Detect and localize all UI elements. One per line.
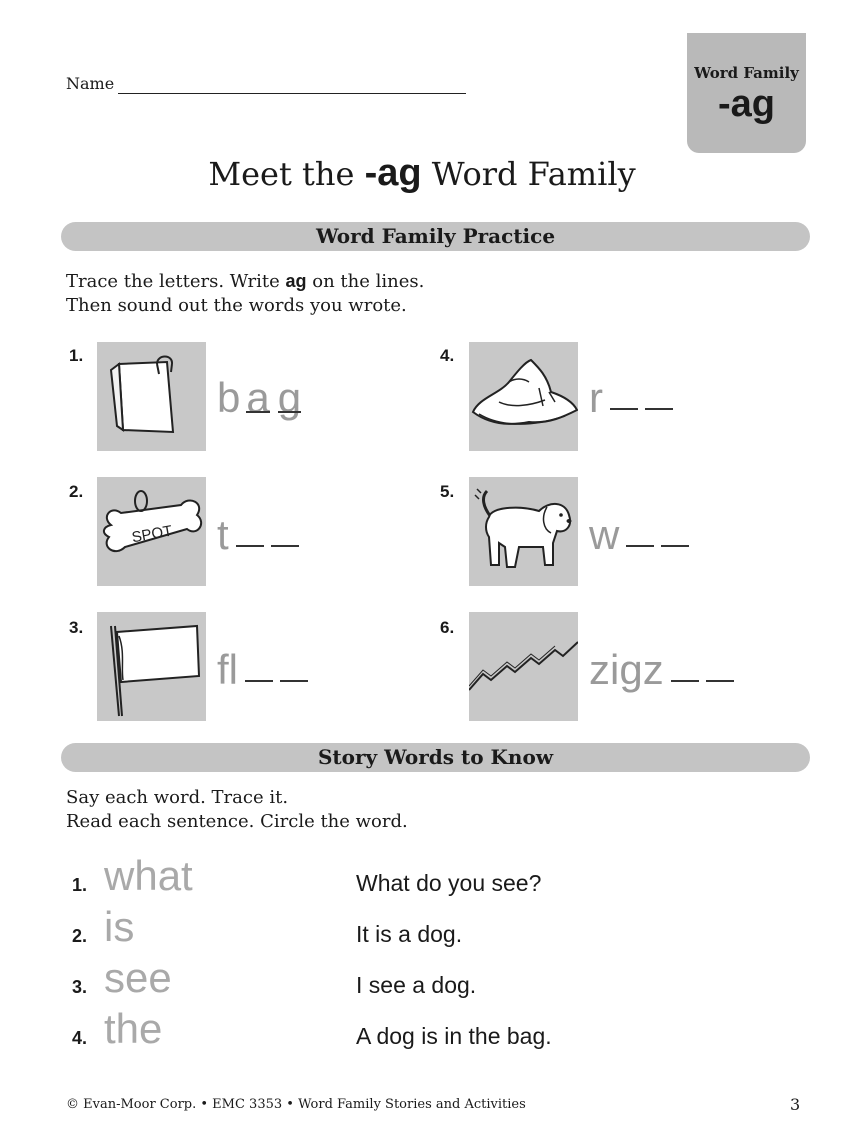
- story-banner: Story Words to Know: [61, 743, 810, 772]
- practice-word-3: [217, 646, 308, 694]
- tab-family: -ag: [718, 83, 775, 125]
- write-blank[interactable]: [610, 408, 638, 410]
- write-blank[interactable]: [280, 680, 308, 682]
- story-item-number: 3.: [72, 977, 88, 997]
- write-blank[interactable]: [661, 545, 689, 547]
- title-family: -ag: [364, 152, 422, 194]
- story-sentence[interactable]: What do you see?: [356, 870, 542, 896]
- instruction-text: Trace the letters. Write: [66, 271, 280, 292]
- instruction-text: Read each sentence. Circle the word.: [66, 811, 408, 832]
- traced-letter: [278, 374, 301, 422]
- write-blank[interactable]: [706, 680, 734, 682]
- story-item-number: 4.: [72, 1028, 88, 1048]
- write-blank[interactable]: [236, 545, 264, 547]
- write-blank[interactable]: [645, 408, 673, 410]
- write-blank[interactable]: [671, 680, 699, 682]
- practice-word-2: [217, 511, 299, 559]
- page-title: [0, 152, 844, 195]
- instruction-family: ag: [285, 271, 307, 291]
- write-blank[interactable]: [271, 545, 299, 547]
- story-item-number: 2.: [72, 926, 88, 946]
- traced-letter-g: g: [277, 374, 302, 421]
- practice-banner: Word Family Practice: [61, 222, 810, 251]
- trace-word: the: [104, 1005, 163, 1052]
- story-instructions: [66, 786, 408, 834]
- practice-word-6: [589, 646, 734, 694]
- instruction-text: Say each word. Trace it.: [66, 787, 289, 808]
- word-prefix: t: [217, 511, 229, 558]
- dog-tag-icon: [97, 477, 206, 586]
- word-prefix: fl: [217, 646, 238, 693]
- item-number: 4.: [440, 346, 455, 365]
- traced-letter: [246, 374, 269, 422]
- write-blank[interactable]: [245, 680, 273, 682]
- rag-icon: [469, 342, 578, 451]
- name-label: Name: [66, 74, 115, 93]
- word-family-tab: [687, 33, 806, 153]
- word-prefix: r: [589, 374, 603, 421]
- traced-letter-a: a: [246, 374, 270, 421]
- item-number: 5.: [440, 482, 455, 501]
- word-prefix: zigz: [589, 646, 664, 693]
- title-before: Meet the: [208, 155, 355, 193]
- practice-word-5: [589, 511, 689, 559]
- practice-word-4: [589, 374, 673, 422]
- word-prefix: b: [217, 374, 241, 421]
- instruction-text: on the lines.: [312, 271, 425, 292]
- story-sentence[interactable]: I see a dog.: [356, 972, 477, 998]
- item-number: 6.: [440, 618, 455, 637]
- item-number: 3.: [69, 618, 84, 637]
- tag-text: SPOT: [130, 522, 174, 547]
- trace-word: see: [104, 954, 172, 1001]
- flag-icon: [97, 612, 206, 721]
- instruction-text: Then sound out the words you wrote.: [66, 295, 407, 316]
- story-sentence[interactable]: It is a dog.: [356, 921, 463, 947]
- item-number: 2.: [69, 482, 84, 501]
- word-prefix: w: [589, 511, 620, 558]
- trace-word: is: [104, 903, 135, 950]
- title-after: Word Family: [431, 155, 636, 193]
- item-number: 1.: [69, 346, 84, 365]
- trace-word: what: [104, 852, 193, 899]
- tab-label: Word Family: [694, 64, 799, 82]
- bag-icon: [97, 342, 206, 451]
- zigzag-icon: [469, 612, 578, 721]
- name-field[interactable]: [118, 93, 466, 94]
- practice-instructions: [66, 269, 424, 318]
- footer-credit: © Evan-Moor Corp. • EMC 3353 • Word Family Stories and Activities: [66, 1097, 526, 1112]
- story-sentence[interactable]: A dog is in the bag.: [356, 1023, 552, 1049]
- write-blank[interactable]: [626, 545, 654, 547]
- wagging-dog-icon: [469, 477, 578, 586]
- page-number: 3: [790, 1095, 801, 1114]
- story-item-number: 1.: [72, 875, 88, 895]
- practice-word-1: [217, 374, 301, 422]
